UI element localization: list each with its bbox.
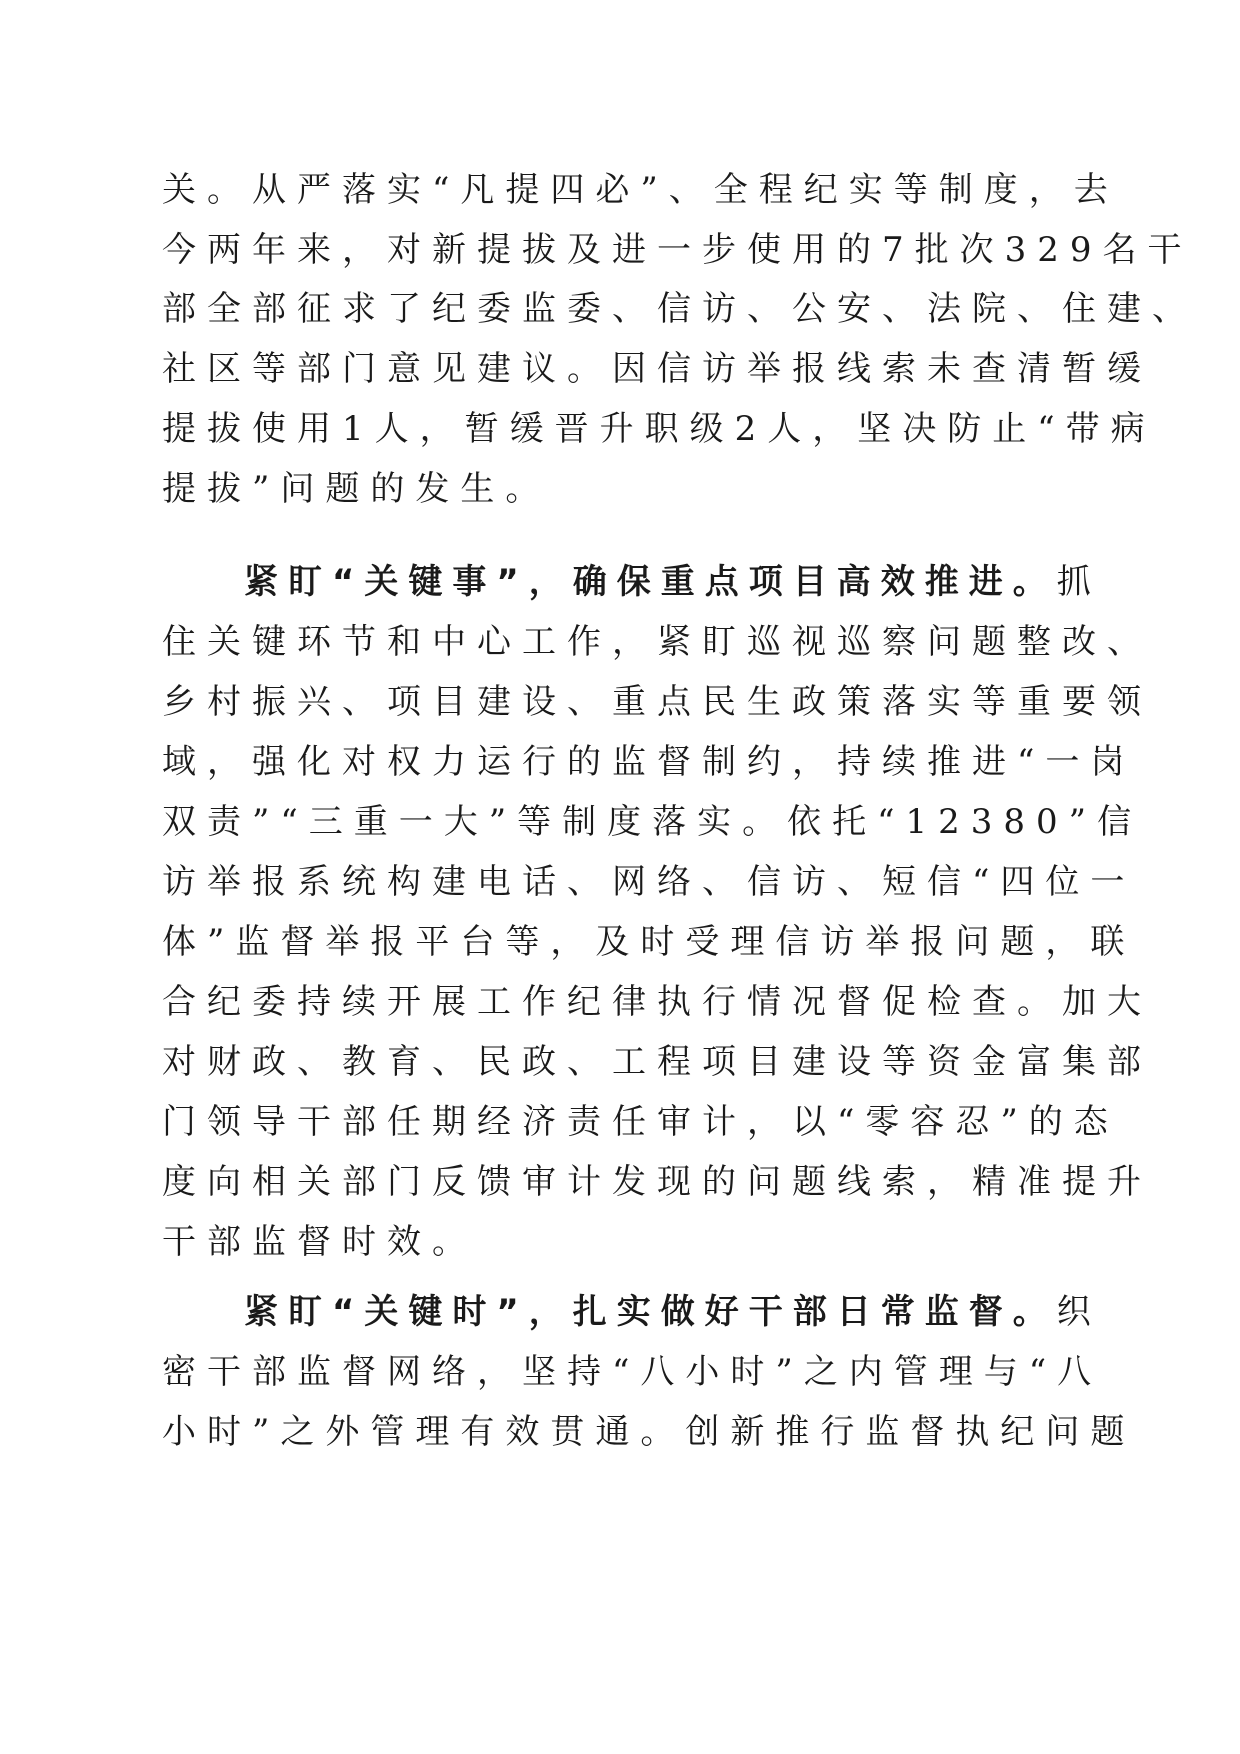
paragraph-line: 访举报系统构建电话、网络、信访、短信“四位一 (162, 862, 1136, 902)
paragraph-line: 乡村振兴、项目建设、重点民生政策落实等重要领 (162, 682, 1152, 722)
paragraph-line: 提拔”问题的发生。 (162, 469, 551, 509)
paragraph-line: 提拔使用1人，暂缓晋升职级2人，坚决防止“带病 (162, 409, 1156, 449)
paragraph-text: 织 (1056, 1292, 1102, 1332)
paragraph-line: 干部监督时效。 (162, 1222, 477, 1262)
paragraph-line: 域，强化对权力运行的监督制约，持续推进“一岗 (162, 742, 1136, 782)
paragraph-first-line (244, 1290, 1102, 1334)
paragraph-line: 合纪委持续开展工作纪律执行情况督促检查。加大 (162, 982, 1152, 1022)
paragraph-line: 对财政、教育、民政、工程项目建设等资金富集部 (162, 1042, 1152, 1082)
paragraph-line: 度向相关部门反馈审计发现的问题线索，精准提升 (162, 1162, 1152, 1202)
paragraph-text: 抓 (1056, 562, 1102, 602)
paragraph-line: 社区等部门意见建议。因信访举报线索未查清暂缓 (162, 349, 1152, 389)
paragraph-first-line (244, 560, 1102, 604)
section-heading: 紧盯“关键事”，确保重点项目高效推进。 (244, 562, 1057, 602)
paragraph-line: 体”监督举报平台等，及时受理信访举报问题，联 (162, 922, 1136, 962)
section-heading: 紧盯“关键时”，扎实做好干部日常监督。 (244, 1292, 1057, 1332)
paragraph-line: 门领导干部任期经济责任审计，以“零容忍”的态 (162, 1102, 1119, 1142)
paragraph-line: 今两年来，对新提拔及进一步使用的7批次329名干 (162, 230, 1193, 270)
paragraph-line: 关。从严落实“凡提四必”、全程纪实等制度，去 (162, 170, 1119, 210)
paragraph-line: 住关键环节和中心工作，紧盯巡视巡察问题整改、 (162, 622, 1152, 662)
paragraph-line: 小时”之外管理有效贯通。创新推行监督执纪问题 (162, 1412, 1136, 1452)
paragraph-line: 部全部征求了纪委监委、信访、公安、法院、住建、 (162, 289, 1197, 329)
paragraph-line: 双责”“三重一大”等制度落实。依托“12380”信 (162, 802, 1143, 842)
paragraph-line: 密干部监督网络，坚持“八小时”之内管理与“八 (162, 1352, 1103, 1392)
